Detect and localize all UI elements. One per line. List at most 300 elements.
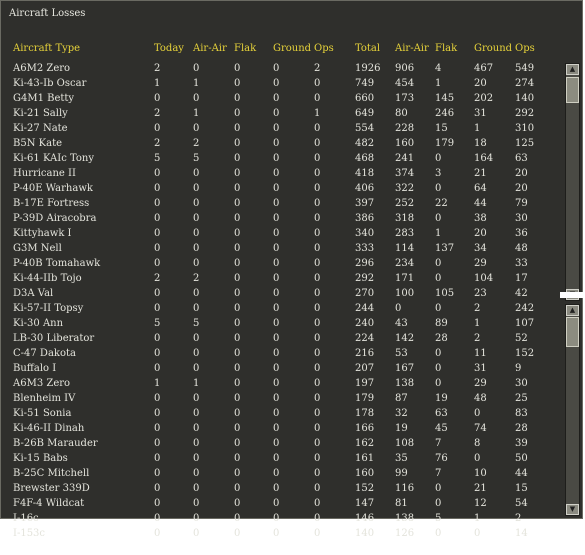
cell-today-air-air: 2	[193, 273, 200, 284]
cell-today-flak: 0	[234, 108, 241, 119]
cell-today-flak: 0	[234, 438, 241, 449]
cell-today: 1	[154, 78, 161, 89]
cell-aircraft-type: Hurricane II	[13, 168, 76, 179]
cell-today-flak: 0	[234, 93, 241, 104]
cell-today-flak: 0	[234, 483, 241, 494]
cell-total-ops: 63	[515, 153, 528, 164]
scrollbar-lower[interactable]	[565, 304, 580, 516]
cell-today-flak: 0	[234, 378, 241, 389]
cell-today-flak: 0	[234, 513, 241, 524]
cell-total-ops: 17	[515, 273, 528, 284]
cell-total-ops: 152	[515, 348, 535, 359]
cell-today-ops: 0	[314, 378, 321, 389]
table-row[interactable]	[1, 137, 561, 152]
cell-total-ops: 14	[515, 528, 528, 539]
cell-total-ops: 9	[515, 363, 522, 374]
cell-today-flak: 0	[234, 63, 241, 74]
cell-total-ops: 33	[515, 258, 528, 269]
header-today-ops[interactable]: Ops	[314, 43, 334, 54]
table-row[interactable]	[1, 197, 561, 212]
cell-total-ground: 31	[474, 363, 487, 374]
cell-total-flak: 137	[435, 243, 455, 254]
cell-today-flak: 0	[234, 423, 241, 434]
cell-today-ops: 0	[314, 438, 321, 449]
cell-total-ground: 2	[474, 303, 481, 314]
cell-total-air-air: 126	[395, 528, 415, 539]
cell-aircraft-type: Ki-61 KAIc Tony	[13, 153, 94, 164]
cell-total-ground: 104	[474, 273, 494, 284]
cell-today: 0	[154, 393, 161, 404]
table-row[interactable]	[1, 287, 561, 302]
cell-total-ground: 23	[474, 288, 487, 299]
header-total-air-air[interactable]: Air-Air	[395, 43, 429, 54]
cell-aircraft-type: Blenheim IV	[13, 393, 76, 404]
table-row[interactable]	[1, 107, 561, 122]
table-row[interactable]	[1, 182, 561, 197]
cell-total-ops: 79	[515, 198, 528, 209]
cell-today-ground: 0	[273, 138, 280, 149]
table-row[interactable]	[1, 152, 561, 167]
cell-today-air-air: 1	[193, 108, 200, 119]
cell-aircraft-type: Ki-21 Sally	[13, 108, 68, 119]
cell-total: 292	[355, 273, 375, 284]
cell-total-flak: 105	[435, 288, 455, 299]
cell-total-air-air: 454	[395, 78, 415, 89]
cell-total-flak: 15	[435, 123, 448, 134]
cell-today-air-air: 0	[193, 453, 200, 464]
cell-total-air-air: 32	[395, 408, 408, 419]
cell-today: 0	[154, 93, 161, 104]
header-total-ground[interactable]: Ground	[474, 43, 513, 54]
cell-today-ground: 0	[273, 438, 280, 449]
cell-total: 333	[355, 243, 375, 254]
cell-total: 340	[355, 228, 375, 239]
cell-total-flak: 4	[435, 63, 442, 74]
cell-total: 140	[355, 528, 375, 539]
cell-total: 179	[355, 393, 375, 404]
cell-today-air-air: 0	[193, 198, 200, 209]
table-row[interactable]	[1, 77, 561, 92]
cell-total-air-air: 241	[395, 153, 415, 164]
cell-total-air-air: 322	[395, 183, 415, 194]
table-row[interactable]	[1, 242, 561, 257]
table-row[interactable]	[1, 527, 561, 542]
cell-today: 2	[154, 273, 161, 284]
cell-total-ground: 467	[474, 63, 494, 74]
cell-total-ground: 21	[474, 168, 487, 179]
cell-today-air-air: 0	[193, 348, 200, 359]
cell-today-air-air: 5	[193, 153, 200, 164]
cell-today-ops: 0	[314, 93, 321, 104]
cell-total-ground: 29	[474, 378, 487, 389]
cell-today-flak: 0	[234, 363, 241, 374]
cell-total-ground: 1	[474, 513, 481, 524]
cell-total: 482	[355, 138, 375, 149]
cell-today-ground: 0	[273, 63, 280, 74]
cell-total-ground: 11	[474, 348, 487, 359]
cell-total-air-air: 318	[395, 213, 415, 224]
cell-today-ops: 0	[314, 513, 321, 524]
table-row[interactable]	[1, 497, 561, 512]
table-row[interactable]	[1, 212, 561, 227]
cell-aircraft-type: A6M3 Zero	[13, 378, 71, 389]
cell-today-air-air: 0	[193, 93, 200, 104]
cell-total-flak: 7	[435, 468, 442, 479]
table-row[interactable]	[1, 392, 561, 407]
table-row[interactable]	[1, 227, 561, 242]
cell-aircraft-type: A6M2 Zero	[13, 63, 71, 74]
cell-total-ops: 50	[515, 453, 528, 464]
cell-aircraft-type: C-47 Dakota	[13, 348, 76, 359]
cell-today-flak: 0	[234, 453, 241, 464]
cell-today: 0	[154, 498, 161, 509]
cell-today-ops: 0	[314, 408, 321, 419]
cell-total-ops: 42	[515, 288, 528, 299]
cell-total: 197	[355, 378, 375, 389]
cell-today-air-air: 0	[193, 333, 200, 344]
cell-total-air-air: 228	[395, 123, 415, 134]
scroll-down-icon[interactable]: ▼	[566, 504, 579, 515]
cell-today-air-air: 0	[193, 363, 200, 374]
cell-today-flak: 0	[234, 288, 241, 299]
table-row[interactable]	[1, 452, 561, 467]
cell-total: 244	[355, 303, 375, 314]
table-row[interactable]	[1, 92, 561, 107]
cell-aircraft-type: B-26B Marauder	[13, 438, 98, 449]
cell-total: 468	[355, 153, 375, 164]
cell-today-flak: 0	[234, 153, 241, 164]
cell-today-ground: 0	[273, 378, 280, 389]
cell-total-flak: 5	[435, 513, 442, 524]
cell-total-ops: 48	[515, 243, 528, 254]
cell-today-ground: 0	[273, 318, 280, 329]
cell-total-flak: 0	[435, 258, 442, 269]
cell-aircraft-type: G4M1 Betty	[13, 93, 75, 104]
cell-today-ops: 0	[314, 228, 321, 239]
cell-total: 554	[355, 123, 375, 134]
cell-today: 0	[154, 468, 161, 479]
table-row[interactable]	[1, 407, 561, 422]
cell-total-ground: 1	[474, 318, 481, 329]
cell-total-ops: 54	[515, 498, 528, 509]
cell-total-flak: 89	[435, 318, 448, 329]
cell-aircraft-type: Ki-43-Ib Oscar	[13, 78, 87, 89]
cell-aircraft-type: P-39D Airacobra	[13, 213, 97, 224]
cell-total-ground: 8	[474, 438, 481, 449]
cell-today-ground: 0	[273, 453, 280, 464]
cell-total-ops: 25	[515, 393, 528, 404]
cell-today-flak: 0	[234, 168, 241, 179]
cell-today-flak: 0	[234, 333, 241, 344]
cell-total: 418	[355, 168, 375, 179]
cell-total-ground: 34	[474, 243, 487, 254]
table-row[interactable]	[1, 317, 561, 332]
cell-today-flak: 0	[234, 258, 241, 269]
cell-today: 0	[154, 483, 161, 494]
cell-today: 0	[154, 513, 161, 524]
cell-today-ops: 0	[314, 243, 321, 254]
cell-total-air-air: 374	[395, 168, 415, 179]
cell-today-flak: 0	[234, 138, 241, 149]
cell-today: 5	[154, 153, 161, 164]
scrollbar-upper[interactable]	[565, 63, 580, 301]
cell-today-ops: 0	[314, 288, 321, 299]
cell-total: 152	[355, 483, 375, 494]
cell-today-ops: 0	[314, 333, 321, 344]
header-today-ground[interactable]: Ground	[273, 43, 312, 54]
cell-today-air-air: 1	[193, 378, 200, 389]
cell-today-air-air: 1	[193, 78, 200, 89]
cell-today-flak: 0	[234, 243, 241, 254]
cell-total-ops: 2	[515, 513, 522, 524]
cell-total-ops: 310	[515, 123, 535, 134]
cell-total-flak: 0	[435, 378, 442, 389]
cell-total-flak: 179	[435, 138, 455, 149]
cell-today-ground: 0	[273, 168, 280, 179]
cell-total-air-air: 87	[395, 393, 408, 404]
cell-today-ground: 0	[273, 183, 280, 194]
cell-total-ground: 20	[474, 228, 487, 239]
cell-total-flak: 76	[435, 453, 448, 464]
cell-aircraft-type: B5N Kate	[13, 138, 63, 149]
cell-total-ops: 242	[515, 303, 535, 314]
cell-today-ground: 0	[273, 243, 280, 254]
cell-total-flak: 0	[435, 213, 442, 224]
cell-total-air-air: 53	[395, 348, 408, 359]
cell-total-air-air: 43	[395, 318, 408, 329]
cell-today-flak: 0	[234, 123, 241, 134]
cell-aircraft-type: B-17E Fortress	[13, 198, 90, 209]
cell-total: 749	[355, 78, 375, 89]
cell-aircraft-type: F4F-4 Wildcat	[13, 498, 85, 509]
cell-total-ground: 74	[474, 423, 487, 434]
header-total-flak[interactable]: Flak	[435, 43, 458, 54]
cell-today-ops: 2	[314, 63, 321, 74]
cell-today-ops: 0	[314, 198, 321, 209]
cell-total-ground: 18	[474, 138, 487, 149]
cell-today-ground: 0	[273, 333, 280, 344]
cell-today-ops: 0	[314, 138, 321, 149]
cell-today: 0	[154, 348, 161, 359]
cell-today: 0	[154, 198, 161, 209]
scroll-up-icon[interactable]: ▲	[566, 64, 579, 75]
header-today[interactable]: Today	[154, 43, 184, 54]
cell-total-ground: 2	[474, 333, 481, 344]
cell-today-air-air: 0	[193, 498, 200, 509]
cell-aircraft-type: Ki-15 Babs	[13, 453, 68, 464]
cell-total-flak: 7	[435, 438, 442, 449]
cell-total: 649	[355, 108, 375, 119]
cell-today: 0	[154, 258, 161, 269]
table-row[interactable]	[1, 377, 561, 392]
cell-today-ops: 0	[314, 498, 321, 509]
cell-today-flak: 0	[234, 393, 241, 404]
cell-total-flak: 19	[435, 393, 448, 404]
scrollbar-thumb[interactable]	[566, 77, 579, 103]
cell-aircraft-type: Buffalo I	[13, 363, 57, 374]
scroll-up-icon[interactable]: ▲	[566, 305, 579, 316]
cell-total-ops: 39	[515, 438, 528, 449]
cell-today-ground: 0	[273, 408, 280, 419]
scrollbar-thumb[interactable]	[566, 317, 579, 347]
cell-total-ops: 125	[515, 138, 535, 149]
cell-total: 147	[355, 498, 375, 509]
cell-total-ops: 20	[515, 168, 528, 179]
cell-total-ground: 29	[474, 258, 487, 269]
cell-aircraft-type: I-153c	[13, 528, 46, 539]
cell-today: 0	[154, 288, 161, 299]
cell-today-air-air: 0	[193, 123, 200, 134]
cell-today-air-air: 0	[193, 168, 200, 179]
cell-total-flak: 0	[435, 528, 442, 539]
cell-total-air-air: 19	[395, 423, 408, 434]
cell-today-flak: 0	[234, 318, 241, 329]
cell-today-air-air: 0	[193, 483, 200, 494]
cell-today-flak: 0	[234, 408, 241, 419]
cell-today-air-air: 2	[193, 138, 200, 149]
header-total-ops[interactable]: Ops	[515, 43, 535, 54]
cell-today-ops: 0	[314, 528, 321, 539]
table-row[interactable]	[1, 167, 561, 182]
cell-today-ground: 0	[273, 498, 280, 509]
cell-today-flak: 0	[234, 348, 241, 359]
cell-today-air-air: 0	[193, 438, 200, 449]
header-today-air-air[interactable]: Air-Air	[193, 43, 227, 54]
table-row[interactable]	[1, 347, 561, 362]
cell-today: 0	[154, 213, 161, 224]
cell-today-ground: 0	[273, 108, 280, 119]
table-row[interactable]	[1, 332, 561, 347]
cell-aircraft-type: Kittyhawk I	[13, 228, 72, 239]
cell-today-air-air: 5	[193, 318, 200, 329]
cell-total-flak: 22	[435, 198, 448, 209]
cell-today: 2	[154, 63, 161, 74]
cell-total-air-air: 114	[395, 243, 415, 254]
cell-total-flak: 145	[435, 93, 455, 104]
cell-aircraft-type: G3M Nell	[13, 243, 62, 254]
cell-aircraft-type: D3A Val	[13, 288, 54, 299]
table-row[interactable]	[1, 362, 561, 377]
table-row[interactable]	[1, 302, 561, 317]
cell-total-flak: 0	[435, 498, 442, 509]
header-aircraft-type[interactable]: Aircraft Type	[13, 43, 81, 54]
cell-total-air-air: 173	[395, 93, 415, 104]
cell-total-ground: 38	[474, 213, 487, 224]
cell-today-air-air: 0	[193, 468, 200, 479]
cell-today-ground: 0	[273, 93, 280, 104]
cell-total-flak: 0	[435, 303, 442, 314]
cell-aircraft-type: Ki-51 Sonia	[13, 408, 72, 419]
cell-aircraft-type: P-40E Warhawk	[13, 183, 93, 194]
cell-today-air-air: 0	[193, 213, 200, 224]
header-today-flak[interactable]: Flak	[234, 43, 257, 54]
cell-aircraft-type: I-16c	[13, 513, 39, 524]
cell-total: 178	[355, 408, 375, 419]
cell-today-air-air: 0	[193, 183, 200, 194]
cell-aircraft-type: B-25C Mitchell	[13, 468, 90, 479]
cell-total: 1926	[355, 63, 381, 74]
table-row[interactable]	[1, 62, 561, 77]
header-total[interactable]: Total	[355, 43, 381, 54]
cell-today: 0	[154, 438, 161, 449]
cell-total-ops: 30	[515, 213, 528, 224]
cell-today-ops: 0	[314, 303, 321, 314]
cell-total-ground: 202	[474, 93, 494, 104]
cell-today-ops: 0	[314, 363, 321, 374]
cell-today-ground: 0	[273, 213, 280, 224]
cell-total: 216	[355, 348, 375, 359]
cell-today: 0	[154, 453, 161, 464]
cell-total-air-air: 138	[395, 378, 415, 389]
table-row[interactable]	[1, 122, 561, 137]
cell-total: 406	[355, 183, 375, 194]
cell-today-ground: 0	[273, 78, 280, 89]
cell-today-air-air: 0	[193, 393, 200, 404]
cell-today-air-air: 0	[193, 63, 200, 74]
cell-total-flak: 0	[435, 183, 442, 194]
cell-total-ground: 21	[474, 483, 487, 494]
cell-today: 0	[154, 303, 161, 314]
cell-today-ground: 0	[273, 468, 280, 479]
cell-today-ground: 0	[273, 153, 280, 164]
cell-today-ops: 0	[314, 453, 321, 464]
cell-total-ground: 64	[474, 183, 487, 194]
table-row[interactable]	[1, 422, 561, 437]
table-row[interactable]	[1, 257, 561, 272]
cell-today: 0	[154, 123, 161, 134]
table-row[interactable]	[1, 482, 561, 497]
cell-today-air-air: 0	[193, 228, 200, 239]
cell-today: 0	[154, 168, 161, 179]
cell-total-ground: 1	[474, 123, 481, 134]
cell-today-flak: 0	[234, 528, 241, 539]
cell-total-air-air: 35	[395, 453, 408, 464]
cell-total-air-air: 138	[395, 513, 415, 524]
cell-total-air-air: 116	[395, 483, 415, 494]
cell-total: 296	[355, 258, 375, 269]
cell-total-ground: 12	[474, 498, 487, 509]
cell-today: 0	[154, 423, 161, 434]
cell-today-ops: 0	[314, 123, 321, 134]
cell-total-flak: 0	[435, 363, 442, 374]
cell-aircraft-type: Ki-30 Ann	[13, 318, 64, 329]
cell-today-air-air: 0	[193, 528, 200, 539]
cell-today: 0	[154, 528, 161, 539]
cell-today-air-air: 0	[193, 288, 200, 299]
table-row[interactable]	[1, 467, 561, 482]
cell-today-flak: 0	[234, 498, 241, 509]
cell-today-ops: 0	[314, 213, 321, 224]
cell-total: 160	[355, 468, 375, 479]
cell-total-flak: 3	[435, 168, 442, 179]
cell-today-ground: 0	[273, 528, 280, 539]
cell-today-ops: 0	[314, 258, 321, 269]
table-row[interactable]	[1, 272, 561, 287]
cell-total: 386	[355, 213, 375, 224]
cell-today-ops: 0	[314, 78, 321, 89]
cell-total-ops: 107	[515, 318, 535, 329]
cell-today-air-air: 0	[193, 258, 200, 269]
cell-total-ground: 164	[474, 153, 494, 164]
cell-today-ops: 0	[314, 318, 321, 329]
cell-today-ops: 0	[314, 168, 321, 179]
cell-total-ops: 15	[515, 483, 528, 494]
cell-total-ops: 36	[515, 228, 528, 239]
cell-total-ops: 44	[515, 468, 528, 479]
table-row[interactable]	[1, 512, 561, 527]
table-row[interactable]	[1, 437, 561, 452]
cell-today-ops: 0	[314, 393, 321, 404]
